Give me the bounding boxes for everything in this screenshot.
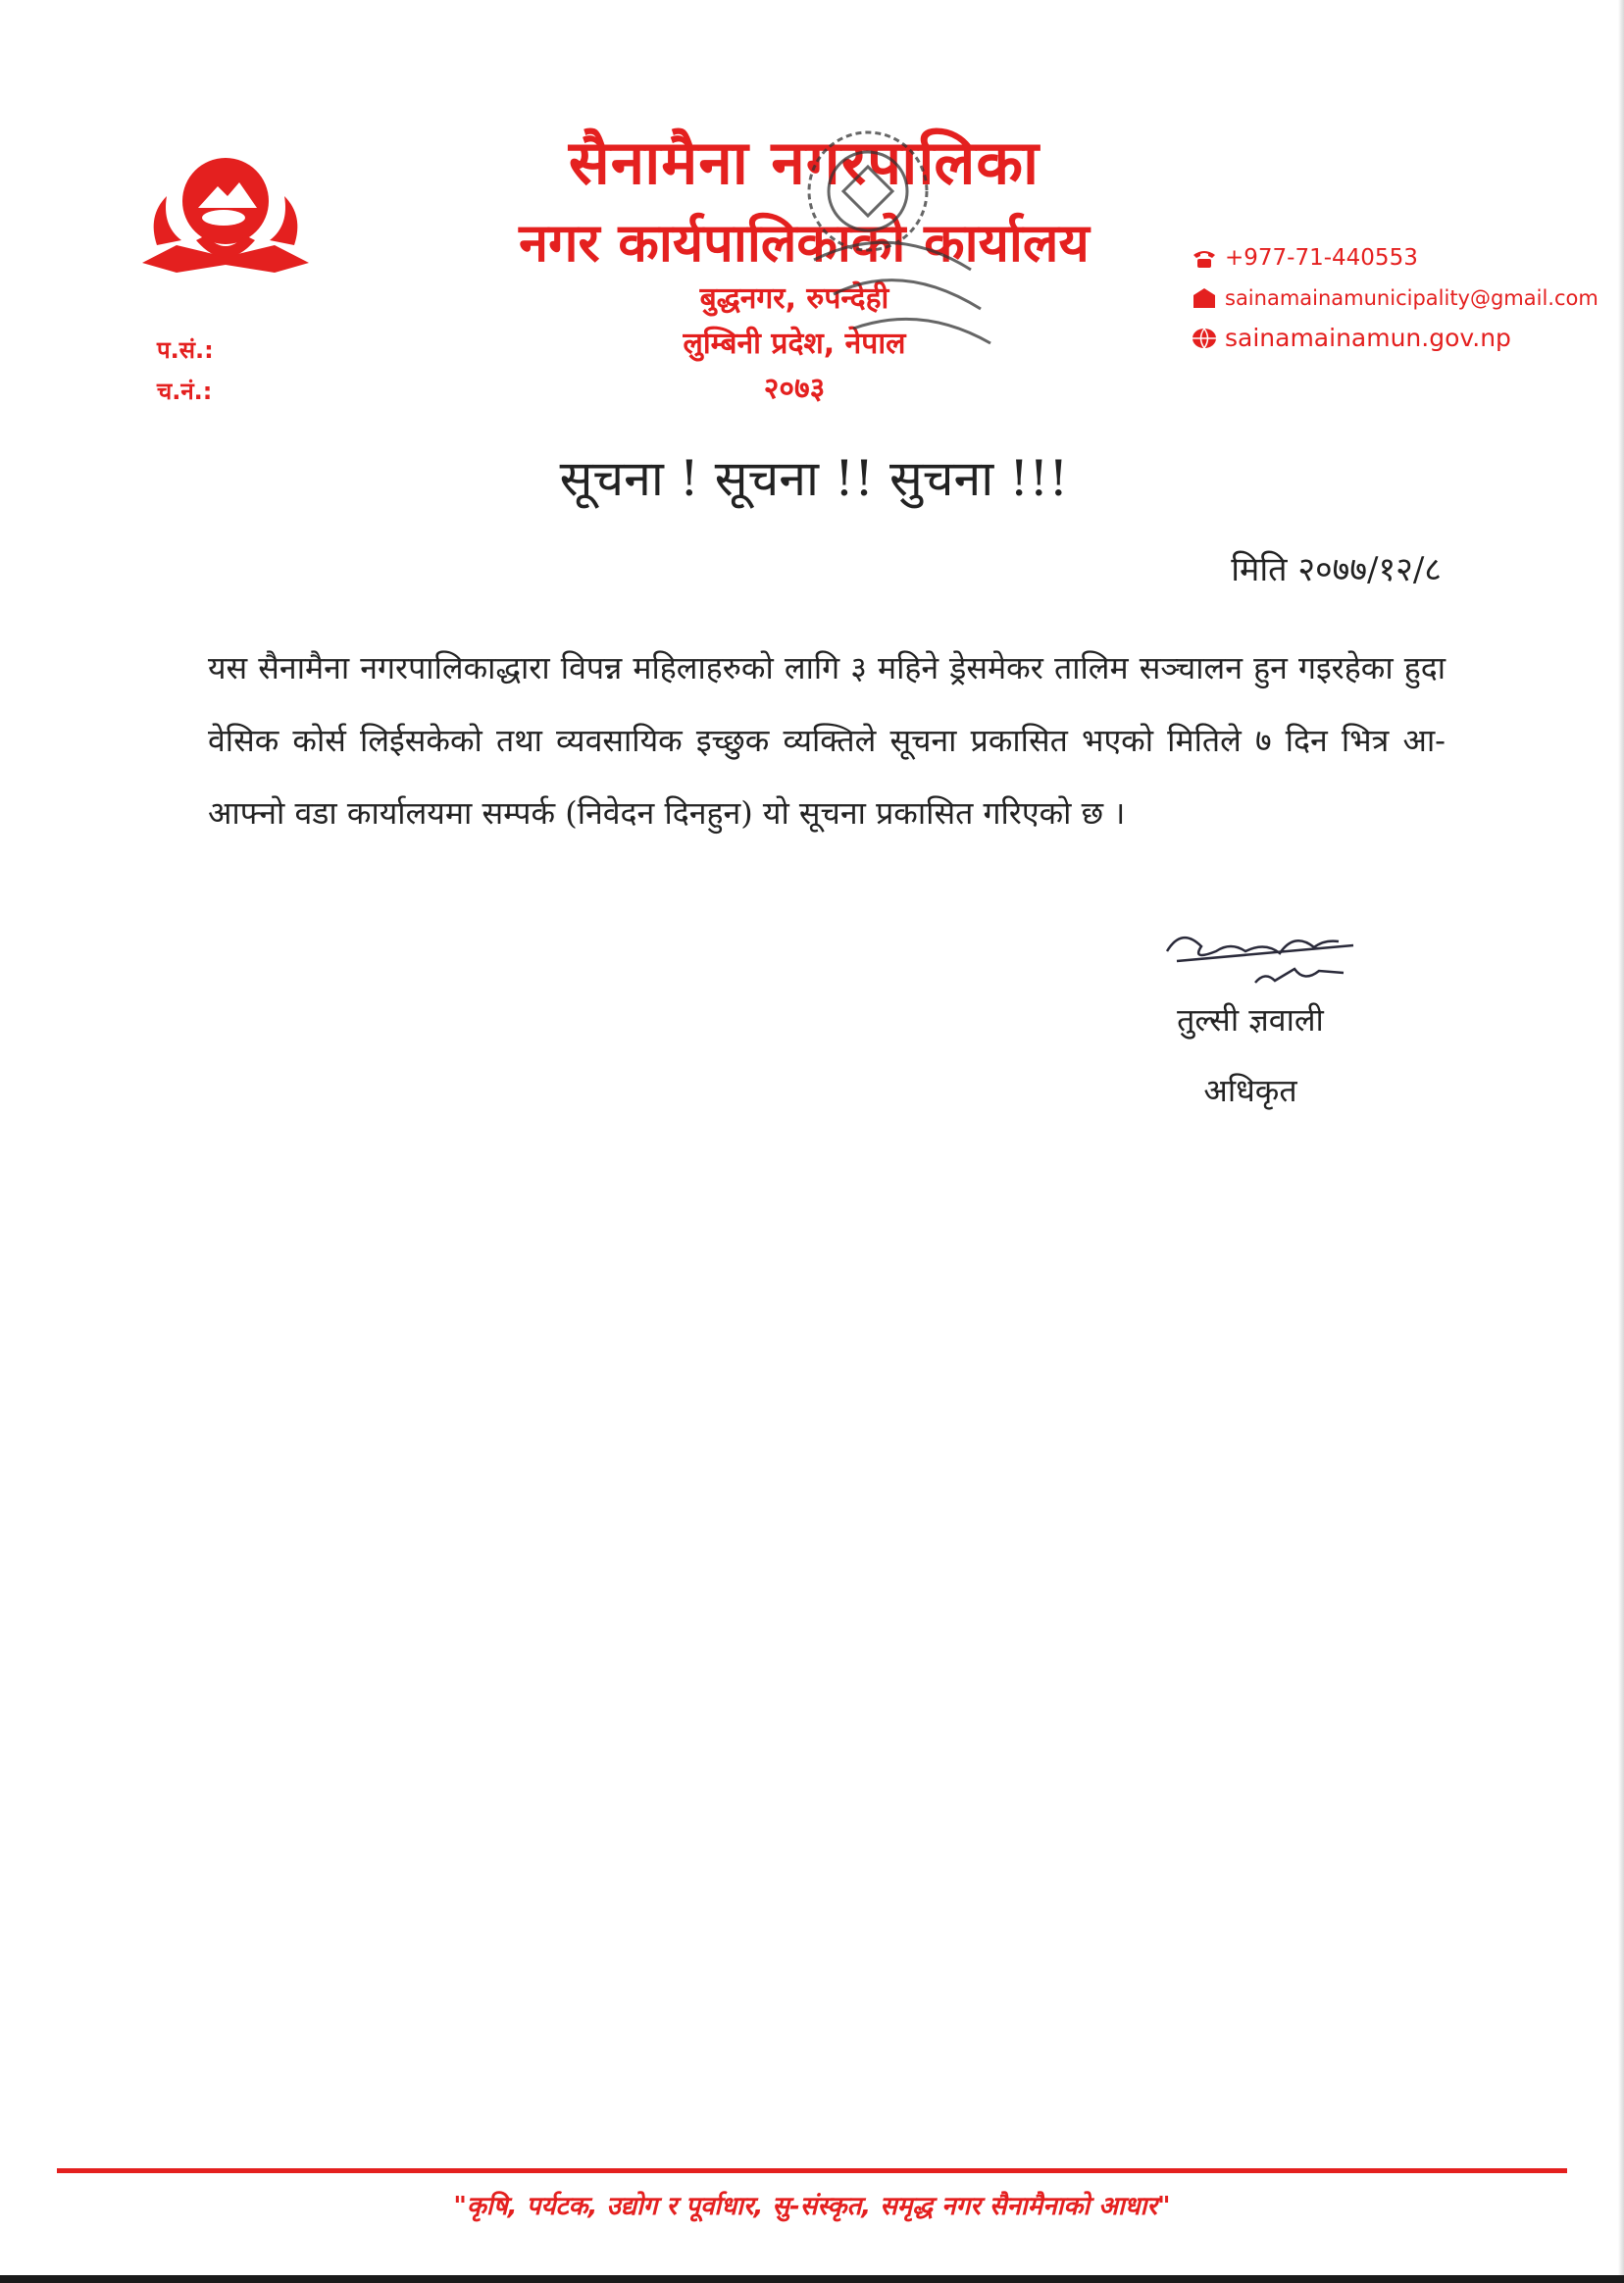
address-line-2: लुम्बिनी प्रदेश, नेपाल: [683, 327, 906, 361]
office-seal-stamp: [775, 113, 1010, 407]
footer-motto: "कृषि, पर्यटक, उद्योग र पूर्वाधार, सु-संस्कृत, समृद्ध नगर सैनामैनाको आधार": [453, 2192, 1171, 2221]
phone-icon: [1192, 247, 1217, 269]
address-line-1: बुद्धनगर, रुपन्देही: [699, 281, 889, 316]
phone-number: +977-71-440553: [1225, 245, 1418, 271]
org-name: सैनामैना नगरपालिका: [568, 127, 1040, 198]
address-line-3: २०७३: [763, 372, 826, 406]
nepal-emblem-icon: [137, 147, 314, 284]
mail-icon: [1192, 287, 1217, 309]
website-url: sainamainamun.gov.np: [1225, 324, 1511, 352]
signatory-name: तुल्सी ज्ञवाली: [1177, 1001, 1324, 1039]
notice-title: सूचना ! सूचना !! सुचना !!!: [559, 450, 1069, 507]
notice-body: यस सैनामैना नगरपालिकाद्धारा विपन्न महिलाहरुको लागि ३ महिने ड्रेसमेकर तालिम सञ्चालन हुन गइरहेका हुदा वेसिक कोर्स लिईसकेको तथा व्यवसायिक इच्छुक व्यक्तिले सूचना प्रकासित भएको मितिले ७ दिन भित्र आ-आफ्नो वडा कार्यालयमा सम्पर्क (निवेदन दिनहुन) यो सूचना प्रकासित गरिएको छ ।: [208, 649, 1446, 832]
globe-icon: [1192, 328, 1217, 349]
contact-email: [1192, 286, 1599, 310]
contact-website: [1192, 324, 1511, 352]
notice-date: मिति २०७७/१२/८: [1231, 550, 1442, 589]
dispatch-number-label: च.नं.:: [157, 378, 213, 405]
email-address: sainamainamunicipality@gmail.com: [1225, 286, 1599, 310]
footer-divider: [57, 2168, 1567, 2173]
signatory-title: अधिकृत: [1203, 1072, 1297, 1109]
office-name: नगर कार्यपालिकाको कार्यालय: [519, 212, 1090, 274]
reference-number-label: प.सं.:: [157, 336, 214, 364]
contact-phone: [1192, 245, 1418, 271]
page-edge-bottom: [0, 2275, 1624, 2283]
handwritten-signature: [1157, 912, 1393, 1000]
page-edge-shadow: [1618, 0, 1624, 2283]
